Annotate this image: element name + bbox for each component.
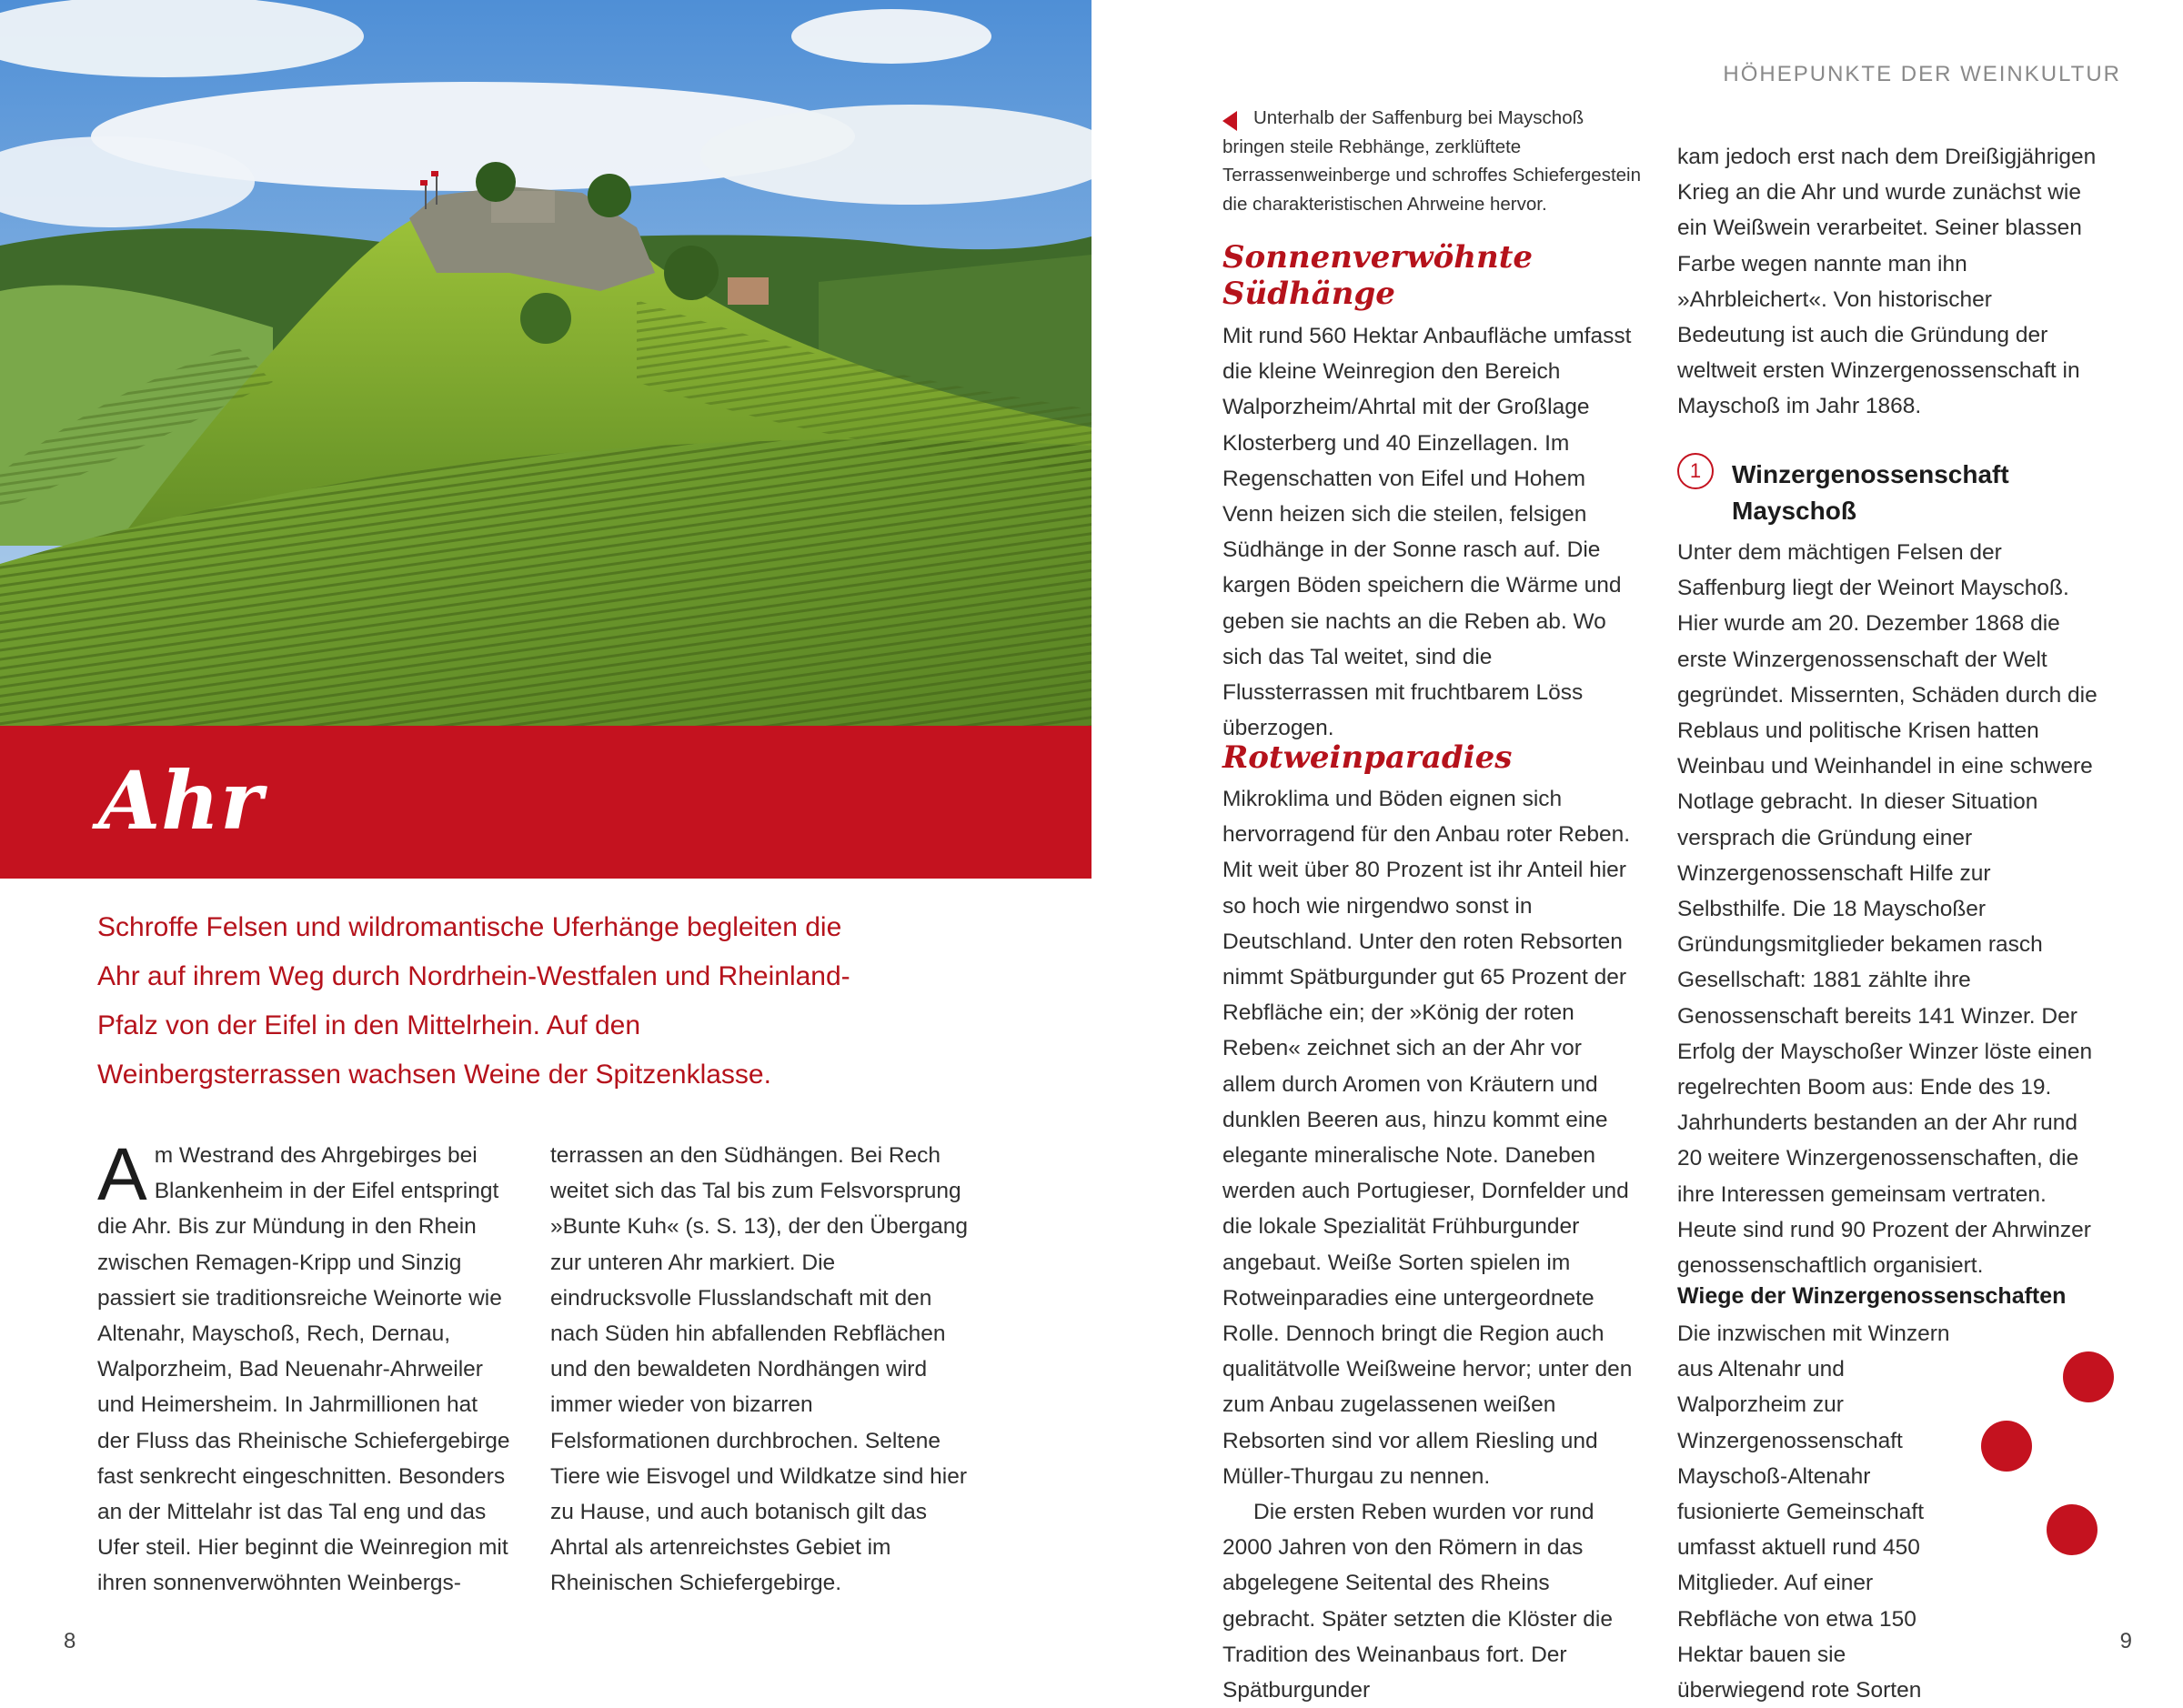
section-2-body [1222,781,1641,1708]
decorative-dot-3 [2047,1504,2097,1555]
photo-caption [1222,104,1641,218]
vineyard-photo [0,0,1092,726]
page-number-left: 8 [64,1629,76,1653]
right-page [1092,0,2183,1703]
photo-caption-text: Unterhalb der Saffenburg bei Mayschoß bringen steile Rebhänge, zerklüftete Terrassenweinberge und schroffes Schiefergestein die charakteristischen Ahrweine hervor. [1222,107,1641,215]
body-column-2-text: terrassen an den Südhängen. Bei Rech weitet sich das Tal bis zum Felsvorsprung »Bunte Kuh« (s. S. 13), der den Übergang zur unteren Ahr markiert. Die eindrucksvolle Flusslandschaft mit den nach Süden hin abfallenden Rebflächen und den bewaldeten Nordhängen wird immer wieder von bizarren Felsformationen durchbrochen. Seltene Tiere wie Eisvogel und Wildkatze sind hier zu Hause, und auch botanisch gilt das Ahrtal als artenreichstes Gebiet im Rheinischen Schiefergebirge. [550,1143,968,1596]
section-heading-2: Rotweinparadies [1222,739,1513,776]
drop-cap: A [97,1133,147,1216]
right-column-text-1: kam jedoch erst nach dem Dreißigjährigen Krieg an die Ahr und wurde zunächst wie ein Weißwein verarbeitet. Seiner blassen Farbe wegen nannte man ihn »Ahrbleichert«. Von historischer Bedeutung ist auch die Gründung der weltweit ersten Winzergenossenschaft in Mayschoß im Jahr 1868. [1677,145,2097,419]
marker-title: Winzergenossenschaft Mayschoß [1732,460,2009,525]
right-column-text-2: Unter dem mächtigen Felsen der Saffenburg liegt der Weinort Mayschoß. Hier wurde am 20. Dezember 1868 die erste Winzergenossenschaft der Welt gegründet. Missernten, Schäden durch die Reblaus und politische Krisen hatten Weinbau und Weinhandel in eine schwere Notlage gebracht. In dieser Situation versprach die Gründung einer Winzergenossenschaft Hilfe zur Selbsthilfe. Die 18 Mayschoßer Gründungsmitglieder bekamen rasch Gesellschaft: 1881 zählte ihre Genossenschaft bereits 141 Winzer. Der Erfolg der Mayschoßer Winzer löste einen regelrechten Boom aus: Ende des 19. Jahrhunderts bestanden an der Ahr rund 20 weitere Winzergenossenschaften, die ihre Interessen gemeinsam vertraten. Heute sind rund 90 Prozent der Ahrwinzer genossenschaftlich organisiert. [1677,540,2097,1279]
section-heading-1: Sonnenverwöhnte Südhänge [1222,239,1534,312]
body-column-1 [97,1133,516,1602]
right-column-text-3: Die inzwischen mit Winzern aus Altenahr und Walporzheim zur Winzergenossenschaft Mayschoß-Altenahr fusionierte Gemeinschaft umfasst aktuell rund 450 Mitglieder. Auf einer Rebfläche von etwa 150 Hektar bauen sie überwiegend rote Sorten [1677,1321,1950,1703]
right-column-middle [1677,535,2105,1283]
section-2-text-2: Die ersten Reben wurden vor rund 2000 Jahren von den Römern in das abgelegene Seitental des Rheins gebracht. Später setzten die Klöster die Tradition des Weinanbaus fort. Der Spätburgunder [1222,1500,1614,1703]
section-1-body [1222,318,1641,746]
body-column-2 [550,1138,969,1602]
decorative-dot-1 [2063,1351,2114,1402]
subheading: Wiege der Winzergenossenschaften [1677,1283,2067,1309]
chapter-title-band [0,726,1092,879]
section-2-text-1: Mikroklima und Böden eignen sich hervorragend für den Anbau roter Reben. Mit weit über 80 Prozent ist ihr Anteil hier so hoch wie nirgendwo sonst in Deutschland. Unter den roten Rebsorten nimmt Spätburgunder gut 65 Prozent der Rebfläche ein; der »König der roten Reben« zeichnet sich an der Ahr vor allem durch Aromen von Kräutern und dunklen Beeren aus, hinzu kommt eine elegante mineralische Note. Daneben werden auch Portugieser, Dornfelder und die lokale Spezialität Frühburgunder angebaut. Weiße Sorten spielen im Rotweinparadies eine untergeordnete Rolle. Dennoch bringt die Region auch qualitätvolle Weißweine hervor; unter den zum Anbau zugelassenen weißen Rebsorten sind vor allem Riesling und Müller-Thurgau zu nennen. [1222,787,1633,1489]
body-column-1-text: m Westrand des Ahrgebirges bei Blankenheim in der Eifel entspringt die Ahr. Bis zur Mündung in den Rhein zwischen Remagen-Kripp und Sinzig passiert sie traditionsreiche Weinorte wie Altenahr, Mayschoß, Rech, Dernau, Walporzheim, Bad Neuenahr-Ahrweiler und Heimersheim. In Jahrmillionen hat der Fluss das Rheinische Schiefergebirge fast senkrecht eingeschnitten. Besonders an der Mittelahr ist das Tal eng und das Ufer steil. Hier beginnt die Weinregion mit ihren sonnenverwöhnten Weinbergs- [97,1143,510,1596]
right-column-bottom [1677,1316,1977,1708]
section-1-text: Mit rund 560 Hektar Anbaufläche umfasst die kleine Weinregion den Bereich Walporzheim/Ahrtal mit der Großlage Klosterberg und 40 Einzellagen. Im Regenschatten von Eifel und Hohem Venn heizen sich die steilen, felsigen Südhänge in der Sonne rasch auf. Die kargen Böden speichern die Wärme und geben sie nachts an die Reben ab. Wo sich das Tal weitet, sind die Flussterrassen mit fruchtbarem Löss überzogen. [1222,324,1632,741]
right-column-top [1677,139,2105,425]
left-page [0,0,1092,1698]
chapter-title: Ahr [98,753,264,848]
page-number-right: 9 [2119,1629,2132,1653]
lead-paragraph: Schroffe Felsen und wildromantische Uferhänge begleiten die Ahr auf ihrem Weg durch Nordrhein-Westfalen und Rheinland-Pfalz von der Eifel in den Mittelrhein. Auf den Weinbergsterrassen wachsen Weine der Spitzenklasse. [97,912,850,1090]
running-head: HÖHEPUNKTE DER WEINKULTUR [1723,62,2121,86]
location-marker-1: 1 [1677,453,1714,489]
decorative-dot-2 [1981,1421,2032,1472]
saffenburg-vineyard-image [0,0,1092,726]
